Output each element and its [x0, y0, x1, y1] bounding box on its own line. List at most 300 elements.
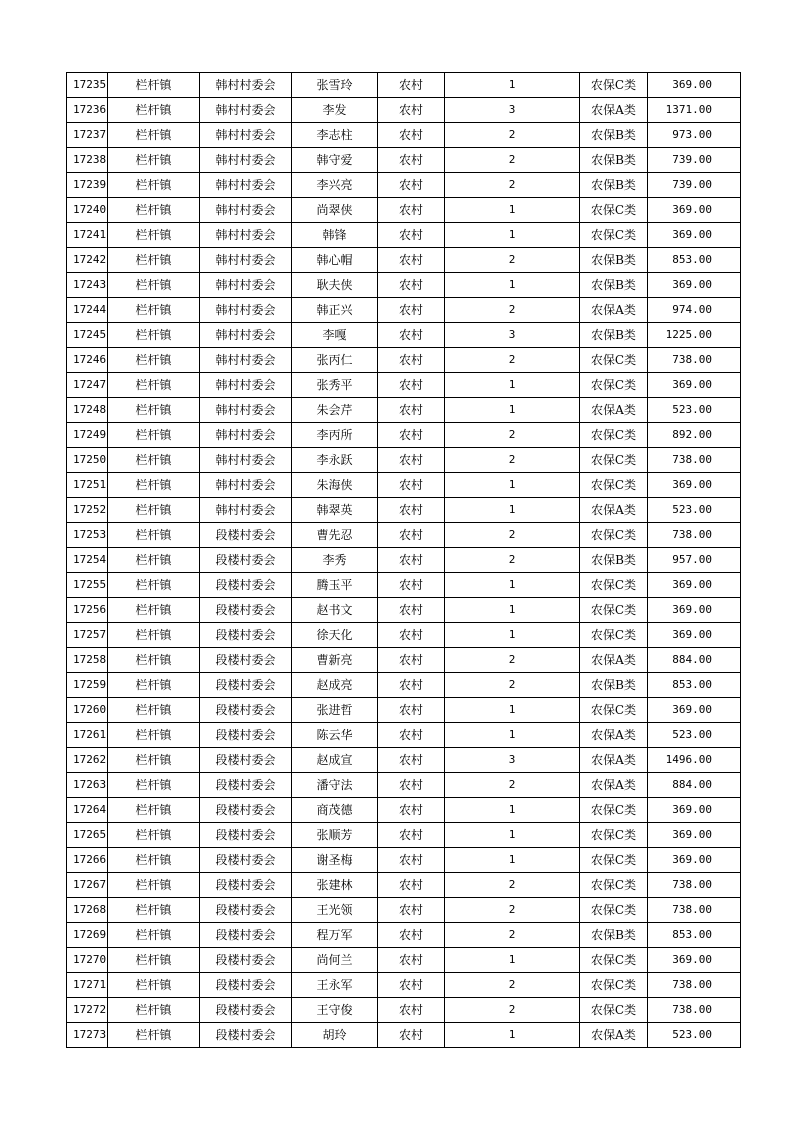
- person-name-cell: 张雪玲: [292, 73, 378, 98]
- record-id-cell: 17251: [67, 473, 108, 498]
- record-id-cell: 17239: [67, 173, 108, 198]
- person-name-cell: 李秀: [292, 548, 378, 573]
- record-id-cell: 17271: [67, 973, 108, 998]
- table-row: [67, 273, 741, 298]
- member-count-cell: 1: [445, 1023, 580, 1048]
- amount-cell: 853.00: [648, 673, 741, 698]
- village-committee-cell: 段楼村委会: [200, 898, 292, 923]
- person-name-cell: 赵成亮: [292, 673, 378, 698]
- member-count-cell: 2: [445, 898, 580, 923]
- insurance-category-cell: 农保C类: [580, 998, 648, 1023]
- member-count-cell: 2: [445, 523, 580, 548]
- village-committee-cell: 韩村村委会: [200, 448, 292, 473]
- household-type-cell: 农村: [378, 223, 445, 248]
- village-committee-cell: 段楼村委会: [200, 973, 292, 998]
- person-name-cell: 曹先忍: [292, 523, 378, 548]
- town-cell: 栏杆镇: [108, 723, 200, 748]
- town-cell: 栏杆镇: [108, 473, 200, 498]
- table-row: [67, 223, 741, 248]
- town-cell: 栏杆镇: [108, 123, 200, 148]
- town-cell: 栏杆镇: [108, 923, 200, 948]
- town-cell: 栏杆镇: [108, 748, 200, 773]
- table-row: [67, 898, 741, 923]
- record-id-cell: 17246: [67, 348, 108, 373]
- household-type-cell: 农村: [378, 98, 445, 123]
- household-type-cell: 农村: [378, 173, 445, 198]
- member-count-cell: 2: [445, 548, 580, 573]
- table-row: [67, 173, 741, 198]
- person-name-cell: 张建林: [292, 873, 378, 898]
- town-cell: 栏杆镇: [108, 673, 200, 698]
- household-type-cell: 农村: [378, 198, 445, 223]
- household-type-cell: 农村: [378, 448, 445, 473]
- town-cell: 栏杆镇: [108, 348, 200, 373]
- table-row: [67, 248, 741, 273]
- amount-cell: 369.00: [648, 198, 741, 223]
- person-name-cell: 李丙所: [292, 423, 378, 448]
- table-row: [67, 973, 741, 998]
- village-committee-cell: 韩村村委会: [200, 173, 292, 198]
- insurance-category-cell: 农保C类: [580, 823, 648, 848]
- village-committee-cell: 段楼村委会: [200, 698, 292, 723]
- insurance-category-cell: 农保B类: [580, 923, 648, 948]
- person-name-cell: 张丙仁: [292, 348, 378, 373]
- member-count-cell: 2: [445, 998, 580, 1023]
- record-id-cell: 17273: [67, 1023, 108, 1048]
- town-cell: 栏杆镇: [108, 323, 200, 348]
- person-name-cell: 韩正兴: [292, 298, 378, 323]
- member-count-cell: 1: [445, 73, 580, 98]
- table-row: [67, 673, 741, 698]
- insurance-category-cell: 农保B类: [580, 273, 648, 298]
- record-id-cell: 17247: [67, 373, 108, 398]
- person-name-cell: 朱海侠: [292, 473, 378, 498]
- record-id-cell: 17237: [67, 123, 108, 148]
- table-row: [67, 998, 741, 1023]
- village-committee-cell: 段楼村委会: [200, 623, 292, 648]
- member-count-cell: 3: [445, 748, 580, 773]
- member-count-cell: 1: [445, 373, 580, 398]
- amount-cell: 738.00: [648, 348, 741, 373]
- member-count-cell: 1: [445, 473, 580, 498]
- table-row: [67, 473, 741, 498]
- insurance-category-cell: 农保B类: [580, 548, 648, 573]
- table-row: [67, 748, 741, 773]
- amount-cell: 369.00: [648, 848, 741, 873]
- village-committee-cell: 段楼村委会: [200, 723, 292, 748]
- member-count-cell: 2: [445, 923, 580, 948]
- household-type-cell: 农村: [378, 398, 445, 423]
- amount-cell: 739.00: [648, 148, 741, 173]
- member-count-cell: 1: [445, 573, 580, 598]
- record-id-cell: 17264: [67, 798, 108, 823]
- table-body: [67, 73, 741, 1048]
- person-name-cell: 腾玉平: [292, 573, 378, 598]
- village-committee-cell: 韩村村委会: [200, 273, 292, 298]
- town-cell: 栏杆镇: [108, 848, 200, 873]
- village-committee-cell: 段楼村委会: [200, 823, 292, 848]
- table-row: [67, 498, 741, 523]
- village-committee-cell: 段楼村委会: [200, 648, 292, 673]
- member-count-cell: 1: [445, 698, 580, 723]
- insurance-category-cell: 农保B类: [580, 148, 648, 173]
- household-type-cell: 农村: [378, 323, 445, 348]
- amount-cell: 369.00: [648, 798, 741, 823]
- amount-cell: 957.00: [648, 548, 741, 573]
- town-cell: 栏杆镇: [108, 423, 200, 448]
- person-name-cell: 王守俊: [292, 998, 378, 1023]
- person-name-cell: 潘守法: [292, 773, 378, 798]
- household-type-cell: 农村: [378, 523, 445, 548]
- record-id-cell: 17269: [67, 923, 108, 948]
- town-cell: 栏杆镇: [108, 373, 200, 398]
- table-row: [67, 348, 741, 373]
- town-cell: 栏杆镇: [108, 973, 200, 998]
- member-count-cell: 2: [445, 123, 580, 148]
- village-committee-cell: 韩村村委会: [200, 73, 292, 98]
- household-type-cell: 农村: [378, 123, 445, 148]
- household-type-cell: 农村: [378, 548, 445, 573]
- town-cell: 栏杆镇: [108, 798, 200, 823]
- person-name-cell: 张顺芳: [292, 823, 378, 848]
- member-count-cell: 2: [445, 673, 580, 698]
- table-row: [67, 198, 741, 223]
- amount-cell: 369.00: [648, 948, 741, 973]
- table-row: [67, 323, 741, 348]
- table-row: [67, 73, 741, 98]
- record-id-cell: 17252: [67, 498, 108, 523]
- town-cell: 栏杆镇: [108, 223, 200, 248]
- insurance-category-cell: 农保A类: [580, 773, 648, 798]
- table-row: [67, 298, 741, 323]
- amount-cell: 369.00: [648, 823, 741, 848]
- record-id-cell: 17245: [67, 323, 108, 348]
- village-committee-cell: 韩村村委会: [200, 498, 292, 523]
- amount-cell: 738.00: [648, 973, 741, 998]
- town-cell: 栏杆镇: [108, 1023, 200, 1048]
- insurance-category-cell: 农保A类: [580, 298, 648, 323]
- table-row: [67, 548, 741, 573]
- village-committee-cell: 段楼村委会: [200, 848, 292, 873]
- amount-cell: 369.00: [648, 373, 741, 398]
- amount-cell: 1371.00: [648, 98, 741, 123]
- household-type-cell: 农村: [378, 748, 445, 773]
- insurance-category-cell: 农保B类: [580, 673, 648, 698]
- person-name-cell: 尚何兰: [292, 948, 378, 973]
- person-name-cell: 李嘎: [292, 323, 378, 348]
- household-type-cell: 农村: [378, 248, 445, 273]
- insurance-category-cell: 农保C类: [580, 473, 648, 498]
- town-cell: 栏杆镇: [108, 873, 200, 898]
- amount-cell: 738.00: [648, 998, 741, 1023]
- amount-cell: 738.00: [648, 898, 741, 923]
- record-id-cell: 17263: [67, 773, 108, 798]
- amount-cell: 892.00: [648, 423, 741, 448]
- person-name-cell: 韩翠英: [292, 498, 378, 523]
- household-type-cell: 农村: [378, 698, 445, 723]
- record-id-cell: 17267: [67, 873, 108, 898]
- household-type-cell: 农村: [378, 148, 445, 173]
- record-id-cell: 17254: [67, 548, 108, 573]
- person-name-cell: 张进哲: [292, 698, 378, 723]
- village-committee-cell: 韩村村委会: [200, 198, 292, 223]
- insurance-category-cell: 农保C类: [580, 198, 648, 223]
- insurance-category-cell: 农保A类: [580, 648, 648, 673]
- person-name-cell: 王光领: [292, 898, 378, 923]
- amount-cell: 853.00: [648, 923, 741, 948]
- record-id-cell: 17243: [67, 273, 108, 298]
- insurance-category-cell: 农保C类: [580, 873, 648, 898]
- record-id-cell: 17266: [67, 848, 108, 873]
- record-id-cell: 17262: [67, 748, 108, 773]
- member-count-cell: 2: [445, 423, 580, 448]
- amount-cell: 369.00: [648, 623, 741, 648]
- record-id-cell: 17258: [67, 648, 108, 673]
- household-type-cell: 农村: [378, 773, 445, 798]
- insurance-category-cell: 农保A类: [580, 723, 648, 748]
- insurance-category-cell: 农保C类: [580, 623, 648, 648]
- household-type-cell: 农村: [378, 598, 445, 623]
- household-type-cell: 农村: [378, 423, 445, 448]
- record-id-cell: 17242: [67, 248, 108, 273]
- insurance-category-cell: 农保C类: [580, 898, 648, 923]
- person-name-cell: 尚翠侠: [292, 198, 378, 223]
- household-type-cell: 农村: [378, 848, 445, 873]
- member-count-cell: 1: [445, 223, 580, 248]
- village-committee-cell: 段楼村委会: [200, 673, 292, 698]
- record-id-cell: 17272: [67, 998, 108, 1023]
- member-count-cell: 2: [445, 873, 580, 898]
- insurance-category-cell: 农保A类: [580, 498, 648, 523]
- record-id-cell: 17238: [67, 148, 108, 173]
- village-committee-cell: 韩村村委会: [200, 123, 292, 148]
- village-committee-cell: 韩村村委会: [200, 148, 292, 173]
- member-count-cell: 2: [445, 348, 580, 373]
- person-name-cell: 韩锋: [292, 223, 378, 248]
- record-id-cell: 17253: [67, 523, 108, 548]
- insurance-category-cell: 农保B类: [580, 323, 648, 348]
- household-type-cell: 农村: [378, 873, 445, 898]
- village-committee-cell: 段楼村委会: [200, 773, 292, 798]
- village-committee-cell: 段楼村委会: [200, 873, 292, 898]
- person-name-cell: 李志柱: [292, 123, 378, 148]
- amount-cell: 369.00: [648, 273, 741, 298]
- member-count-cell: 1: [445, 948, 580, 973]
- town-cell: 栏杆镇: [108, 998, 200, 1023]
- person-name-cell: 韩守爱: [292, 148, 378, 173]
- amount-cell: 738.00: [648, 448, 741, 473]
- household-type-cell: 农村: [378, 998, 445, 1023]
- person-name-cell: 李永跃: [292, 448, 378, 473]
- member-count-cell: 1: [445, 198, 580, 223]
- village-committee-cell: 韩村村委会: [200, 298, 292, 323]
- table-row: [67, 873, 741, 898]
- record-id-cell: 17250: [67, 448, 108, 473]
- table-row: [67, 423, 741, 448]
- village-committee-cell: 段楼村委会: [200, 523, 292, 548]
- village-committee-cell: 段楼村委会: [200, 998, 292, 1023]
- village-committee-cell: 段楼村委会: [200, 948, 292, 973]
- village-committee-cell: 韩村村委会: [200, 98, 292, 123]
- household-type-cell: 农村: [378, 948, 445, 973]
- town-cell: 栏杆镇: [108, 773, 200, 798]
- village-committee-cell: 段楼村委会: [200, 1023, 292, 1048]
- insurance-category-cell: 农保C类: [580, 373, 648, 398]
- amount-cell: 523.00: [648, 723, 741, 748]
- member-count-cell: 2: [445, 448, 580, 473]
- person-name-cell: 胡玲: [292, 1023, 378, 1048]
- household-type-cell: 农村: [378, 673, 445, 698]
- member-count-cell: 1: [445, 623, 580, 648]
- amount-cell: 739.00: [648, 173, 741, 198]
- person-name-cell: 谢圣梅: [292, 848, 378, 873]
- insurance-category-cell: 农保A类: [580, 1023, 648, 1048]
- town-cell: 栏杆镇: [108, 598, 200, 623]
- record-id-cell: 17257: [67, 623, 108, 648]
- household-type-cell: 农村: [378, 498, 445, 523]
- household-type-cell: 农村: [378, 898, 445, 923]
- table-row: [67, 798, 741, 823]
- member-count-cell: 2: [445, 248, 580, 273]
- member-count-cell: 1: [445, 273, 580, 298]
- person-name-cell: 李发: [292, 98, 378, 123]
- member-count-cell: 1: [445, 398, 580, 423]
- town-cell: 栏杆镇: [108, 273, 200, 298]
- table-row: [67, 148, 741, 173]
- household-type-cell: 农村: [378, 623, 445, 648]
- insurance-category-cell: 农保C类: [580, 698, 648, 723]
- town-cell: 栏杆镇: [108, 448, 200, 473]
- record-id-cell: 17249: [67, 423, 108, 448]
- record-id-cell: 17261: [67, 723, 108, 748]
- member-count-cell: 2: [445, 173, 580, 198]
- insurance-category-cell: 农保C类: [580, 423, 648, 448]
- town-cell: 栏杆镇: [108, 898, 200, 923]
- member-count-cell: 2: [445, 773, 580, 798]
- town-cell: 栏杆镇: [108, 948, 200, 973]
- record-id-cell: 17270: [67, 948, 108, 973]
- record-id-cell: 17259: [67, 673, 108, 698]
- person-name-cell: 陈云华: [292, 723, 378, 748]
- village-committee-cell: 段楼村委会: [200, 798, 292, 823]
- record-id-cell: 17255: [67, 573, 108, 598]
- table-row: [67, 573, 741, 598]
- town-cell: 栏杆镇: [108, 73, 200, 98]
- member-count-cell: 2: [445, 973, 580, 998]
- town-cell: 栏杆镇: [108, 823, 200, 848]
- table-row: [67, 98, 741, 123]
- table-row: [67, 923, 741, 948]
- household-type-cell: 农村: [378, 923, 445, 948]
- insurance-category-cell: 农保C类: [580, 848, 648, 873]
- town-cell: 栏杆镇: [108, 148, 200, 173]
- record-id-cell: 17244: [67, 298, 108, 323]
- village-committee-cell: 韩村村委会: [200, 223, 292, 248]
- village-committee-cell: 韩村村委会: [200, 323, 292, 348]
- village-committee-cell: 段楼村委会: [200, 748, 292, 773]
- table-row: [67, 948, 741, 973]
- table-row: [67, 448, 741, 473]
- insurance-category-cell: 农保C类: [580, 973, 648, 998]
- household-type-cell: 农村: [378, 73, 445, 98]
- town-cell: 栏杆镇: [108, 623, 200, 648]
- amount-cell: 369.00: [648, 698, 741, 723]
- insurance-category-cell: 农保B类: [580, 248, 648, 273]
- table-row: [67, 698, 741, 723]
- person-name-cell: 张秀平: [292, 373, 378, 398]
- table-row: [67, 123, 741, 148]
- insurance-category-cell: 农保C类: [580, 948, 648, 973]
- town-cell: 栏杆镇: [108, 548, 200, 573]
- village-committee-cell: 韩村村委会: [200, 373, 292, 398]
- town-cell: 栏杆镇: [108, 648, 200, 673]
- amount-cell: 1225.00: [648, 323, 741, 348]
- household-type-cell: 农村: [378, 1023, 445, 1048]
- table-row: [67, 373, 741, 398]
- table-row: [67, 823, 741, 848]
- village-committee-cell: 韩村村委会: [200, 423, 292, 448]
- amount-cell: 369.00: [648, 223, 741, 248]
- member-count-cell: 1: [445, 723, 580, 748]
- household-type-cell: 农村: [378, 973, 445, 998]
- household-type-cell: 农村: [378, 298, 445, 323]
- village-committee-cell: 韩村村委会: [200, 248, 292, 273]
- table-row: [67, 523, 741, 548]
- table-row: [67, 648, 741, 673]
- amount-cell: 1496.00: [648, 748, 741, 773]
- person-name-cell: 赵成宣: [292, 748, 378, 773]
- amount-cell: 523.00: [648, 1023, 741, 1048]
- amount-cell: 369.00: [648, 73, 741, 98]
- person-name-cell: 韩心帽: [292, 248, 378, 273]
- record-id-cell: 17265: [67, 823, 108, 848]
- record-id-cell: 17241: [67, 223, 108, 248]
- record-id-cell: 17260: [67, 698, 108, 723]
- table-row: [67, 398, 741, 423]
- insurance-category-cell: 农保C类: [580, 523, 648, 548]
- person-name-cell: 赵书文: [292, 598, 378, 623]
- village-committee-cell: 韩村村委会: [200, 473, 292, 498]
- table-row: [67, 848, 741, 873]
- member-count-cell: 2: [445, 148, 580, 173]
- amount-cell: 369.00: [648, 473, 741, 498]
- member-count-cell: 1: [445, 598, 580, 623]
- insurance-category-cell: 农保A类: [580, 398, 648, 423]
- table-row: [67, 723, 741, 748]
- table-row: [67, 598, 741, 623]
- household-type-cell: 农村: [378, 648, 445, 673]
- town-cell: 栏杆镇: [108, 98, 200, 123]
- amount-cell: 523.00: [648, 398, 741, 423]
- amount-cell: 974.00: [648, 298, 741, 323]
- amount-cell: 738.00: [648, 873, 741, 898]
- household-type-cell: 农村: [378, 823, 445, 848]
- insurance-category-cell: 农保C类: [580, 73, 648, 98]
- member-count-cell: 1: [445, 848, 580, 873]
- household-type-cell: 农村: [378, 473, 445, 498]
- insurance-category-cell: 农保C类: [580, 598, 648, 623]
- insurance-category-cell: 农保A类: [580, 748, 648, 773]
- town-cell: 栏杆镇: [108, 298, 200, 323]
- person-name-cell: 王永军: [292, 973, 378, 998]
- amount-cell: 884.00: [648, 773, 741, 798]
- household-type-cell: 农村: [378, 723, 445, 748]
- insurance-category-cell: 农保B类: [580, 123, 648, 148]
- insurance-category-cell: 农保C类: [580, 573, 648, 598]
- insurance-category-cell: 农保C类: [580, 223, 648, 248]
- household-type-cell: 农村: [378, 373, 445, 398]
- amount-cell: 369.00: [648, 598, 741, 623]
